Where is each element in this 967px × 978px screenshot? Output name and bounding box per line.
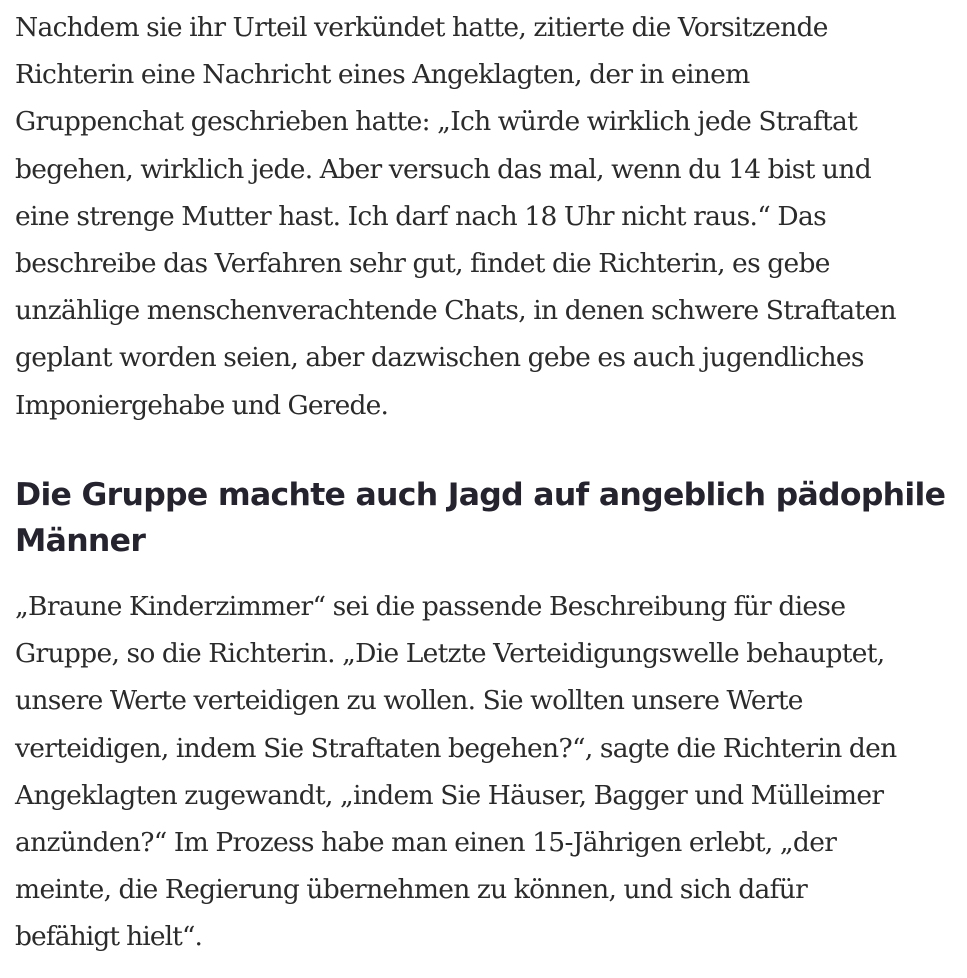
text-line: beschreibe das Verfahren sehr gut, findet die Richterin, es gebe: [15, 248, 830, 280]
text-line: geplant worden seien, aber dazwischen gebe es auch jugendliches: [15, 342, 864, 374]
subheading-line: Die Gruppe machte auch Jagd auf angeblich pädophile: [15, 477, 946, 513]
subheading-line: Männer: [15, 523, 146, 559]
text-line: Nachdem sie ihr Urteil verkündet hatte, zitierte die Vorsitzende: [15, 12, 828, 43]
text-line: Gruppe, so die Richterin. „Die Letzte Verteidigungswelle behauptet,: [15, 638, 885, 670]
text-line: eine strenge Mutter hast. Ich darf nach 18 Uhr nicht raus.“ Das: [15, 200, 826, 232]
section-subheading: [15, 472, 955, 564]
text-line: „Braune Kinderzimmer“ sei die passende Beschreibung für diese: [15, 591, 846, 622]
article-paragraph: [15, 583, 967, 961]
text-line: befähigt hielt“.: [15, 921, 203, 953]
text-line: verteidigen, indem Sie Straftaten begehen?“, sagte die Richterin den: [15, 732, 897, 764]
text-line: unzählige menschenverachtende Chats, in denen schwere Straftaten: [15, 295, 896, 327]
text-line: Richterin eine Nachricht eines Angeklagten, der in einem: [15, 59, 750, 91]
text-line: Imponiergehabe und Gerede.: [15, 389, 389, 421]
text-line: anzünden?“ Im Prozess habe man einen 15-Jährigen erlebt, „der: [15, 827, 837, 859]
text-line: unsere Werte verteidigen zu wollen. Sie wollten unsere Werte: [15, 685, 803, 717]
text-line: meinte, die Regierung übernehmen zu können, und sich dafür: [15, 874, 808, 906]
text-line: begehen, wirklich jede. Aber versuch das mal, wenn du 14 bist und: [15, 153, 871, 185]
text-line: Gruppenchat geschrieben hatte: „Ich würde wirklich jede Straftat: [15, 106, 858, 138]
text-line: Angeklagten zugewandt, „indem Sie Häuser, Bagger und Mülleimer: [15, 779, 884, 811]
article-paragraph: [15, 4, 967, 429]
